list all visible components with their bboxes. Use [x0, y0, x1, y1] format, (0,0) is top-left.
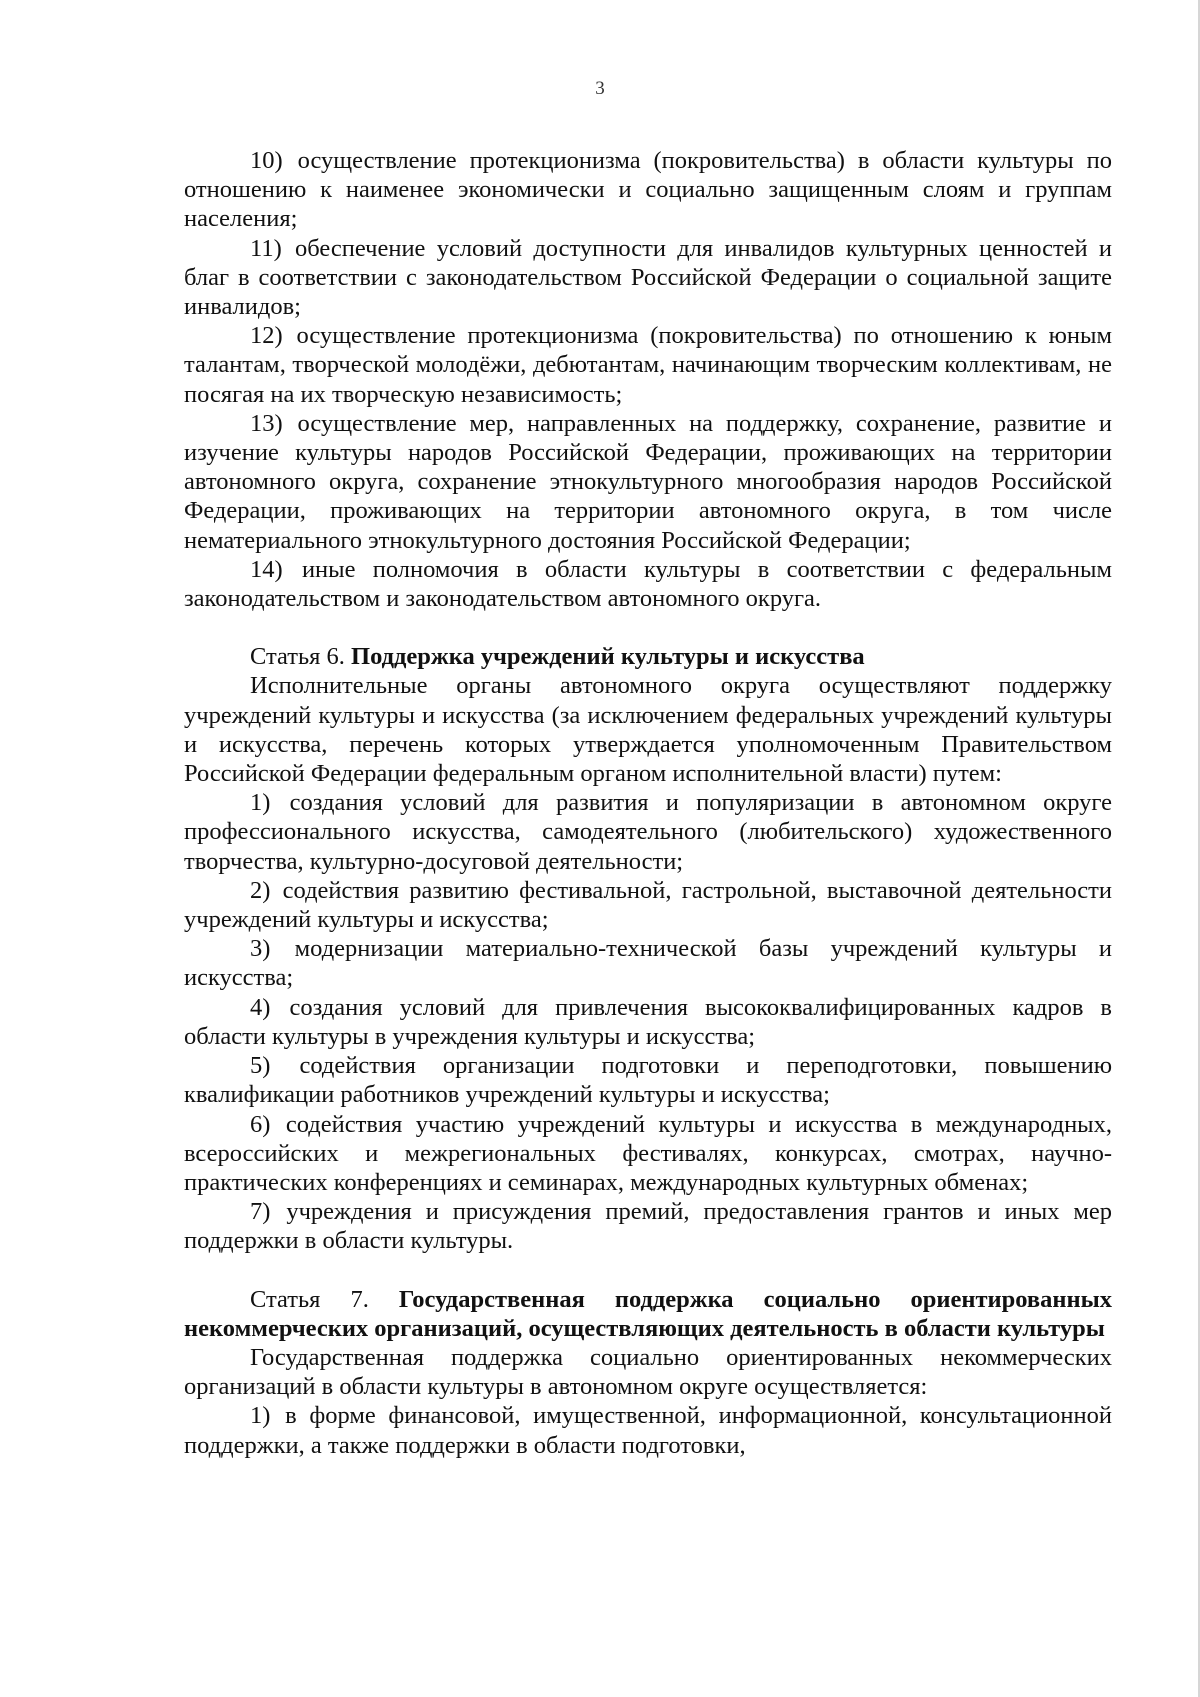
list-item [184, 1401, 1112, 1459]
item-text: в форме финансовой, имущественной, информационной, консультационной поддержки, а также поддержки в области подготовки, [184, 1402, 1113, 1459]
list-item [184, 321, 1112, 409]
list-item [184, 1051, 1112, 1109]
item-text: осуществление протекционизма (покровительства) в области культуры по отношению к наименее экономически и социально защищенным слоям и группам населения; [184, 147, 1113, 233]
item-text: иные полномочия в области культуры в соответствии с федеральным законодательством и законодательством автономного округа. [184, 555, 1112, 613]
article-title: Поддержка учреждений культуры и искусства [351, 643, 865, 671]
item-number: 4) [250, 993, 271, 1021]
list-item [184, 146, 1112, 234]
item-number: 1) [250, 1402, 271, 1430]
item-text: модернизации материально-технической базы учреждений культуры и искусства; [184, 935, 1113, 992]
document-body [184, 146, 1112, 1460]
list-item [184, 409, 1112, 555]
list-item [184, 555, 1112, 613]
item-number: 5) [250, 1052, 271, 1080]
article-6-intro: Исполнительные органы автономного округа осуществляют поддержку учреждений культуры и искусства (за исключением федеральных учреждений культуры и искусства, перечень которых утверждается уполномоченным Правительством Российской Федерации федеральным органом исполнительной власти) путем: [184, 672, 1112, 788]
article-label: Статья 6. [250, 643, 345, 671]
article-6-heading [184, 642, 1112, 671]
article-label: Статья 7. [250, 1285, 369, 1313]
list-item [184, 1110, 1112, 1198]
page-number: 3 [595, 78, 605, 99]
item-text: содействия развитию фестивальной, гастрольной, выставочной деятельности учреждений культуры и искусства; [184, 876, 1112, 934]
item-number: 1) [250, 789, 271, 817]
item-number: 7) [250, 1198, 271, 1226]
item-text: создания условий для развития и популяризации в автономном округе профессионального искусства, самодеятельного (любительского) художественного творчества, культурно-досуговой деятельности; [184, 789, 1113, 875]
list-item [184, 993, 1112, 1051]
list-item [184, 1197, 1112, 1255]
item-number: 3) [250, 935, 271, 963]
item-text: учреждения и присуждения премий, предоставления грантов и иных мер поддержки в области культуры. [184, 1198, 1113, 1255]
article-7-intro: Государственная поддержка социально ориентированных некоммерческих организаций в области культуры в автономном округе осуществляется: [184, 1343, 1112, 1401]
item-text: создания условий для привлечения высококвалифицированных кадров в области культуры в учреждения культуры и искусства; [184, 993, 1112, 1050]
list-item [184, 234, 1112, 322]
article-title: Государственная поддержка социально ориентированных некоммерческих организаций, осуществляющих деятельность в области культуры [184, 1285, 1112, 1342]
item-number: 14) [250, 555, 283, 583]
item-text: осуществление протекционизма (покровительства) по отношению к юным талантам, творческой молодёжи, дебютантам, начинающим творческим коллективам, не посягая на их творческую независимость; [184, 322, 1112, 408]
item-number: 10) [250, 147, 283, 174]
item-text: содействия организации подготовки и переподготовки, повышению квалификации работников учреждений культуры и искусства; [184, 1052, 1113, 1109]
list-item [184, 934, 1112, 992]
article-7-heading [184, 1285, 1112, 1343]
list-item [184, 788, 1112, 876]
item-text: осуществление мер, направленных на поддержку, сохранение, развитие и изучение культуры народов Российской Федерации, проживающих на территории автономного округа, сохранение этнокультурного многообразия народов Российской Федерации, проживающих на территории автономного округа, в том числе нематериального этнокультурного достояния Российской Федерации; [184, 409, 1112, 554]
item-text: содействия участию учреждений культуры и искусства в международных, всероссийских и межрегиональных фестивалях, конкурсах, смотрах, научно-практических конференциях и семинарах, международных культурных обменах; [184, 1110, 1113, 1196]
item-number: 12) [250, 322, 283, 350]
item-text: обеспечение условий доступности для инвалидов культурных ценностей и благ в соответствии с законодательством Российской Федерации о социальной защите инвалидов; [184, 234, 1112, 321]
item-number: 13) [250, 409, 283, 437]
item-number: 2) [250, 876, 271, 904]
item-number: 6) [250, 1110, 271, 1138]
list-item [184, 876, 1112, 934]
item-number: 11) [250, 234, 282, 262]
